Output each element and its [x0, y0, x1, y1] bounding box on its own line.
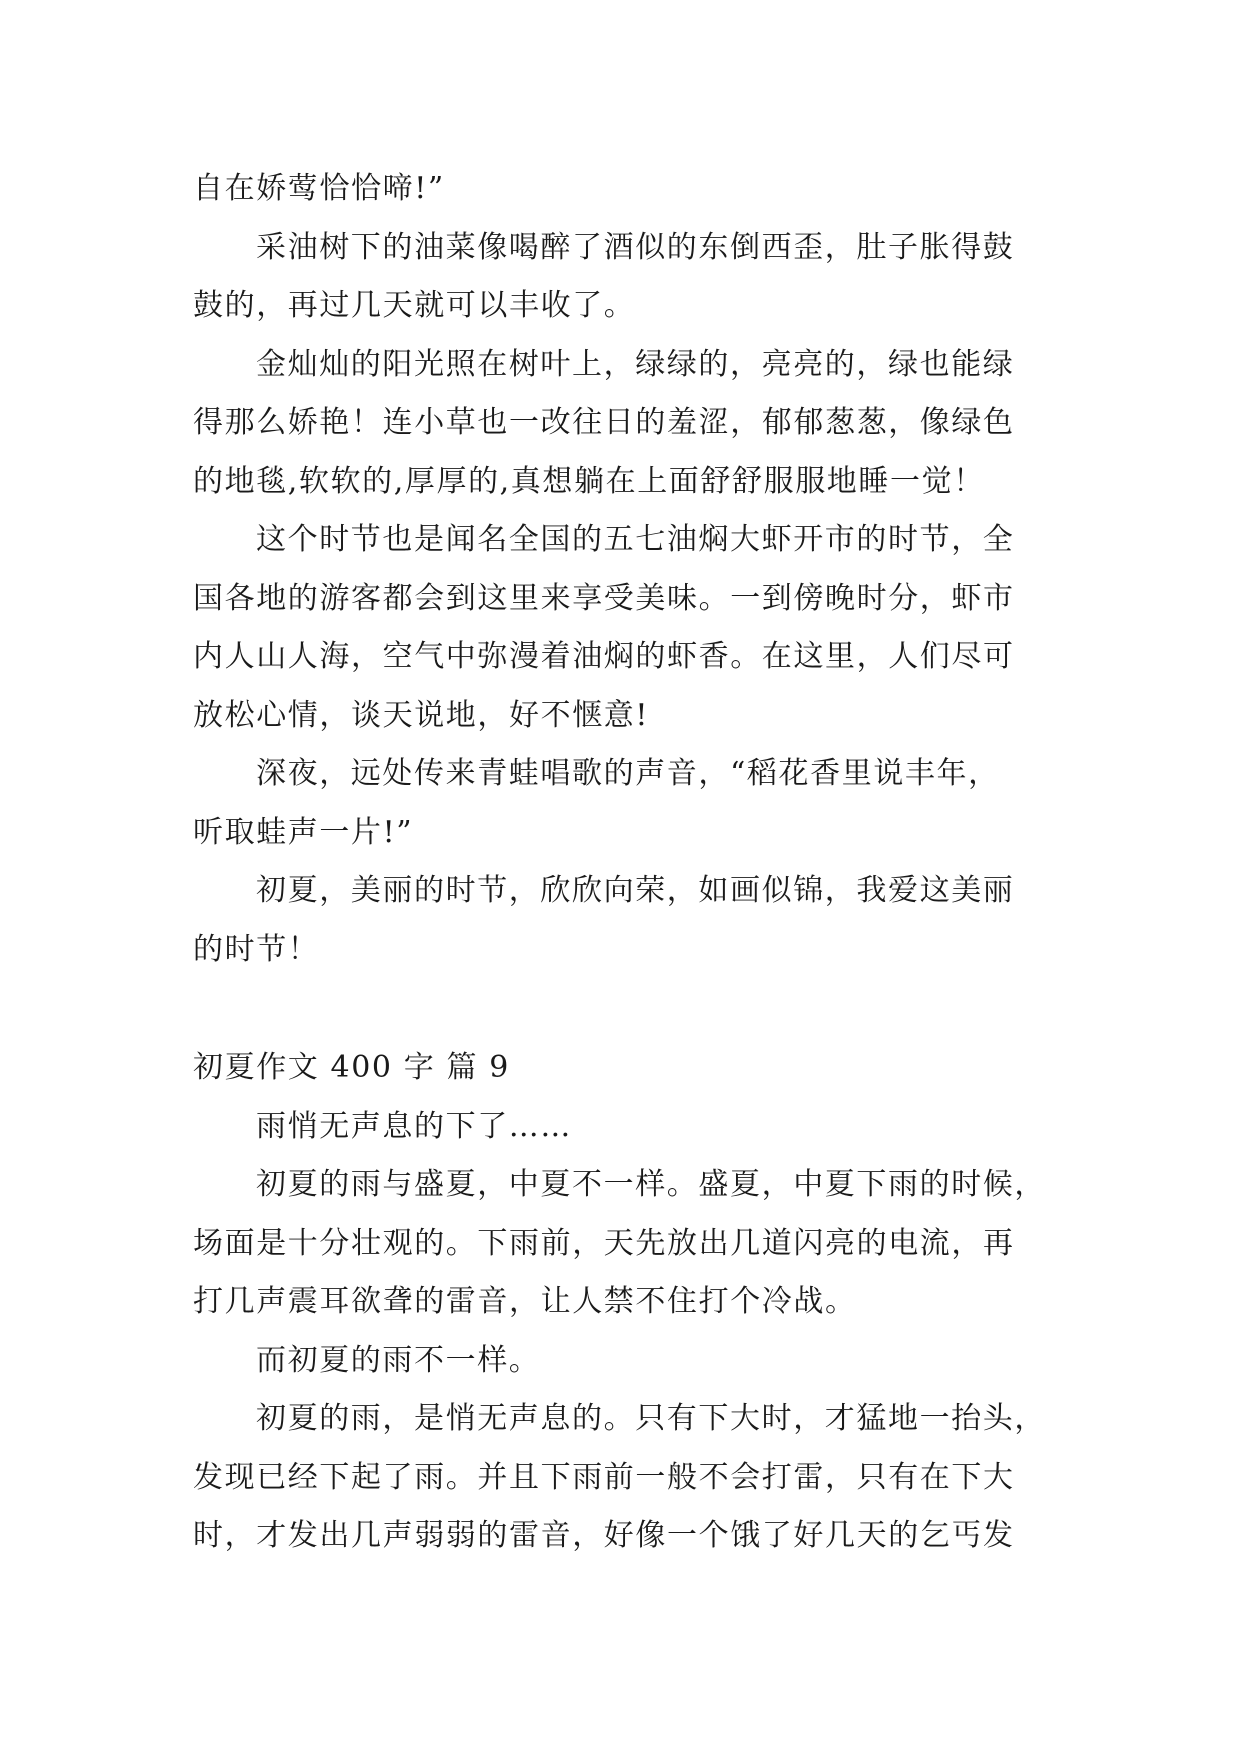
- text-line: 自在娇莺恰恰啼!”: [193, 171, 445, 206]
- text-line: 金灿灿的阳光照在树叶上，绿绿的，亮亮的，绿也能绿: [256, 346, 1015, 382]
- text-line: 打几声震耳欲聋的雷音，让人禁不住打个冷战。: [193, 1284, 857, 1319]
- text-line: 国各地的游客都会到这里来享受美味。一到傍晚时分，虾市: [193, 580, 1015, 616]
- text-line: 发现已经下起了雨。并且下雨前一般不会打雷，只有在下大: [193, 1459, 1015, 1495]
- text-line: 得那么娇艳！连小草也一改往日的羞涩，郁郁葱葱，像绿色: [193, 405, 1015, 440]
- text-line: 初夏，美丽的时节，欣欣向荣，如画似锦，我爱这美丽: [256, 873, 1015, 908]
- document-page: [193, 160, 1055, 1566]
- text-line: 的地毯,软软的,厚厚的,真想躺在上面舒舒服服地睡一觉！: [193, 463, 985, 499]
- text-line: 采油树下的油菜像喝醉了酒似的东倒西歪，肚子胀得鼓: [256, 229, 1015, 265]
- text-line: 初夏的雨，是悄无声息的。只有下大时，才猛地一抬头，: [256, 1401, 1046, 1436]
- text-line: 深夜，远处传来青蛙唱歌的声音，“稻花香里说丰年，: [256, 756, 1000, 791]
- text-line: 内人山人海，空气中弥漫着油焖的虾香。在这里，人们尽可: [193, 639, 1015, 674]
- text-line: 而初夏的雨不一样。: [256, 1342, 541, 1378]
- text-line: 听取蛙声一片!”: [193, 814, 414, 850]
- text-line: 这个时节也是闻名全国的五七油焖大虾开市的时节，全: [256, 522, 1015, 557]
- text-line: 的时节！: [193, 931, 320, 967]
- text-line: 放松心情，谈天说地，好不惬意!: [193, 697, 650, 733]
- text-line: 时，才发出几声弱弱的雷音，好像一个饿了好几天的乞丐发: [193, 1518, 1015, 1553]
- text-line: 场面是十分壮观的。下雨前，天先放出几道闪亮的电流，再: [193, 1225, 1015, 1261]
- text-line: 雨悄无声息的下了……: [256, 1108, 572, 1144]
- text-line: 鼓的，再过几天就可以丰收了。: [193, 288, 636, 323]
- section-heading: 初夏作文 400 字 篇 9: [193, 1050, 510, 1085]
- text-line: 初夏的雨与盛夏，中夏不一样。盛夏，中夏下雨的时候，: [256, 1167, 1046, 1202]
